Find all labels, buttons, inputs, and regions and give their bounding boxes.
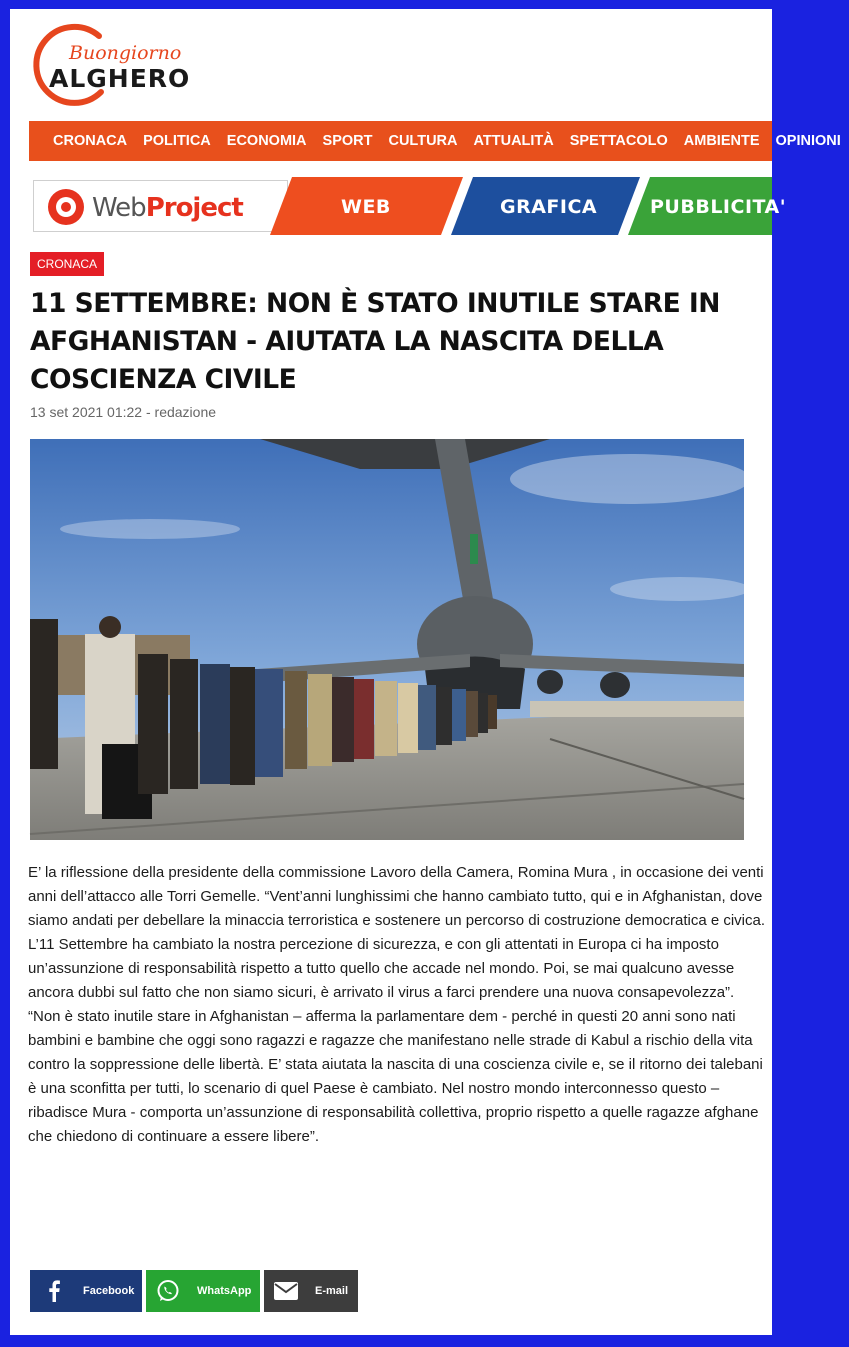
category-badge[interactable]: CRONACA bbox=[30, 252, 104, 276]
facebook-icon bbox=[42, 1279, 66, 1303]
banner-tab-pubblicita: PUBBLICITA' bbox=[650, 196, 787, 218]
nav-item-cultura[interactable]: CULTURA bbox=[388, 133, 458, 149]
nav-item-opinioni[interactable]: OPINIONI bbox=[775, 133, 841, 149]
nav-item-ambiente[interactable]: AMBIENTE bbox=[683, 133, 760, 149]
share-facebook-button[interactable] bbox=[30, 1270, 142, 1312]
logo-brand: ALGHERO bbox=[49, 64, 191, 93]
banner-tab-grafica: GRAFICA bbox=[500, 196, 598, 218]
share-facebook-label: Facebook bbox=[83, 1285, 135, 1297]
banner-tab-web: WEB bbox=[341, 196, 391, 218]
share-bar bbox=[30, 1270, 358, 1312]
webproject-banner[interactable] bbox=[33, 177, 787, 237]
nav-item-attualita[interactable]: ATTUALITÀ bbox=[473, 133, 554, 149]
nav-item-cronaca[interactable]: CRONACA bbox=[53, 133, 128, 149]
nav-item-politica[interactable]: POLITICA bbox=[143, 133, 211, 149]
article-title: 11 SETTEMBRE: NON È STATO INUTILE STARE IN AFGHANISTAN - AIUTATA LA NASCITA DELLA COSCIENZA CIVILE bbox=[30, 288, 720, 395]
article-meta: 13 set 2021 01:22 - redazione bbox=[30, 404, 217, 420]
webproject-web-text: Web bbox=[92, 193, 146, 223]
share-email-label: E-mail bbox=[315, 1285, 349, 1297]
webproject-project-text: Project bbox=[145, 193, 243, 223]
webproject-logo bbox=[33, 180, 288, 232]
article-body: E’ la riflessione della presidente della commissione Lavoro della Camera, Romina Mura , in occasione dei venti anni dell’attacco alle Torri Gemelle. “Vent’anni lunghissimi che hanno cambiato tutto, qui e in Afghanistan, dove siamo andati per debellare la minaccia terroristica e sostenere un percorso di costruzione democratica e civica. L’11 Settembre ha cambiato la nostra percezione di sicurezza, e con gli attentati in Europa ci ha imposto un’assunzione di responsabilità rispetto a tutto quello che accade nel mondo. Poi, se mai qualcuno avesse ancora dubbi sul fatto che non siamo sicuri, è arrivato il virus a farci prendere una nuova consapevolezza”. “Non è stato inutile stare in Afghanistan – afferma la parlamentare dem - perché in questi 20 anni sono nati bambini e bambine che oggi sono ragazzi e ragazze che manifestano nelle strade di Kabul a rischio della vita contro la soppressione delle libertà. E’ stata aiutata la nascita di una coscienza civile e, se il ritorno dei talebani è una sconfitta per tutti, lo scenario di quel Paese è cambiato. Nel nostro mondo interconnesso questo – ribadisce Mura - comporta un’assunzione di responsabilità collettiva, proprio rispetto a quelle ragazze afghane che chiedono di continuare a essere libere”. bbox=[28, 864, 766, 1145]
share-email-button[interactable] bbox=[264, 1270, 358, 1312]
nav-item-spettacolo[interactable]: SPETTACOLO bbox=[569, 133, 668, 149]
page bbox=[10, 9, 841, 1335]
logo-script: Buongiorno bbox=[69, 42, 182, 64]
evacuation-photo-image bbox=[30, 439, 744, 840]
share-whatsapp-label: WhatsApp bbox=[197, 1285, 252, 1297]
share-whatsapp-button[interactable] bbox=[146, 1270, 260, 1312]
nav-item-economia[interactable]: ECONOMIA bbox=[226, 133, 307, 149]
nav-item-sport[interactable]: SPORT bbox=[322, 133, 373, 149]
whatsapp-icon bbox=[156, 1279, 180, 1303]
site-logo[interactable] bbox=[29, 24, 219, 106]
main-nav bbox=[29, 121, 841, 161]
article-photo bbox=[30, 439, 744, 840]
webproject-logo-icon bbox=[46, 187, 86, 227]
envelope-icon bbox=[274, 1279, 298, 1303]
